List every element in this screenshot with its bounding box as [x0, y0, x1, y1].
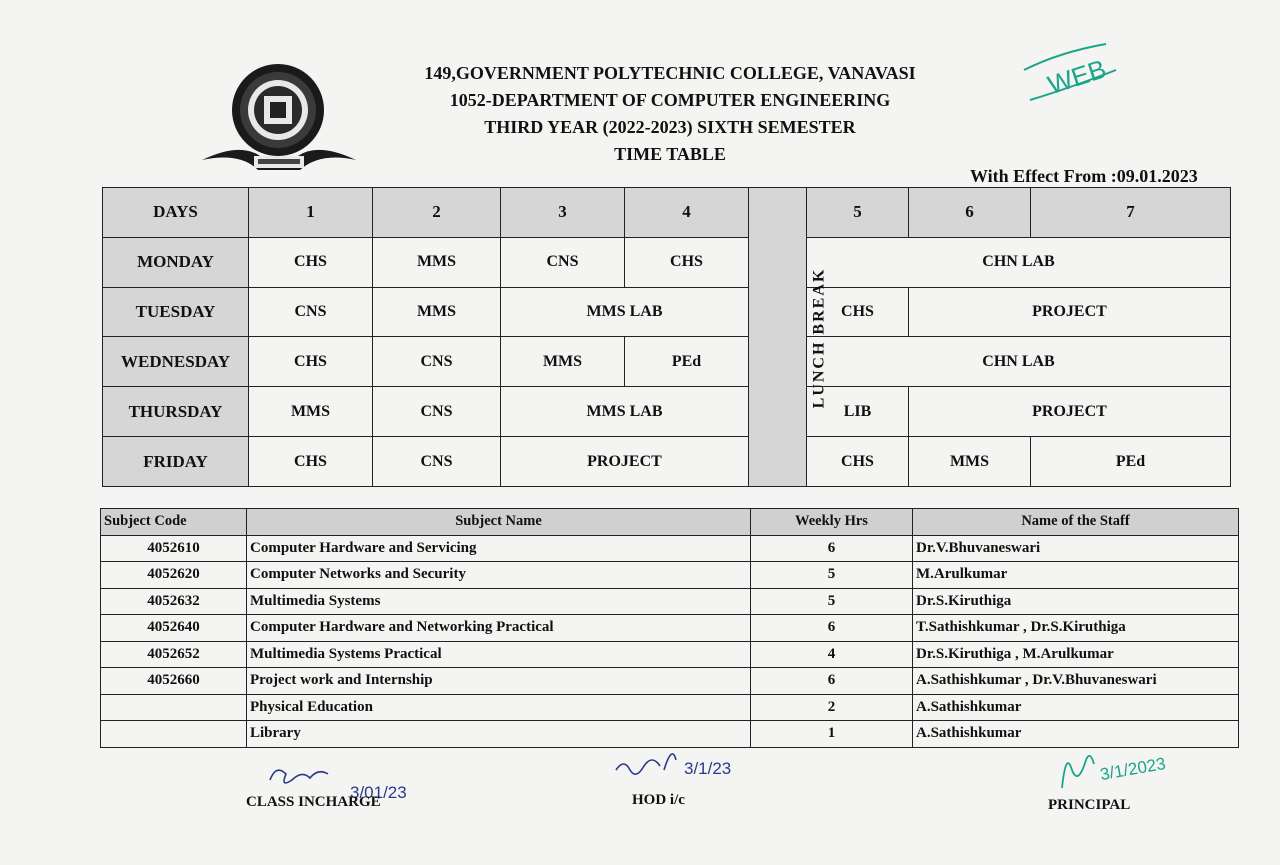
period-2-header: 2 — [373, 188, 501, 238]
subject-name: Computer Hardware and Servicing — [247, 535, 751, 562]
cell-period-4: CHS — [625, 237, 749, 287]
class-incharge-date: 3/01/23 — [350, 783, 407, 802]
cell-period-2: CNS — [373, 437, 501, 487]
cell-period-1: CHS — [249, 337, 373, 387]
period-6-header: 6 — [909, 188, 1031, 238]
lunch-break-label: LUNCH BREAK — [810, 267, 828, 409]
subject-name: Multimedia Systems — [247, 588, 751, 615]
cell-period-7: PEd — [1031, 437, 1231, 487]
lunch-break-column — [749, 188, 828, 487]
timetable-grid — [102, 187, 1231, 487]
subject-code: 4052632 — [101, 588, 247, 615]
timetable-row-tuesday — [103, 287, 1231, 337]
principal-date: 3/1/2023 — [1098, 753, 1168, 785]
day-label: FRIDAY — [103, 437, 249, 487]
cell-period-5: CHS — [807, 437, 909, 487]
period-1-header: 1 — [249, 188, 373, 238]
table-row — [101, 641, 1239, 668]
day-label: WEDNESDAY — [103, 337, 249, 387]
web-handwritten-mark — [1020, 40, 1120, 110]
document-header — [330, 60, 1010, 168]
subject-name-header: Subject Name — [247, 509, 751, 536]
subject-table — [100, 508, 1239, 748]
weekly-hrs: 2 — [751, 694, 913, 721]
cell-period-2: MMS — [373, 287, 501, 337]
weekly-hrs: 5 — [751, 588, 913, 615]
cell-period-1: CHS — [249, 237, 373, 287]
cell-periods-3-4: MMS LAB — [501, 387, 749, 437]
staff-name: A.Sathishkumar , Dr.V.Bhuvaneswari — [913, 668, 1239, 695]
cell-period-2: CNS — [373, 337, 501, 387]
table-row — [101, 535, 1239, 562]
hod-label: HOD i/c — [632, 792, 685, 808]
cell-period-5: LIB — [807, 387, 909, 437]
subject-name: Multimedia Systems Practical — [247, 641, 751, 668]
cell-period-2: MMS — [373, 237, 501, 287]
subject-code-header: Subject Code — [101, 509, 247, 536]
web-stamp-text: WEB — [1044, 53, 1110, 101]
hod-date: 3/1/23 — [684, 759, 732, 778]
year-semester: THIRD YEAR (2022-2023) SIXTH SEMESTER — [484, 117, 856, 137]
subject-name: Project work and Internship — [247, 668, 751, 695]
class-incharge-label: CLASS INCHARGE — [246, 794, 381, 810]
cell-period-1: CHS — [249, 437, 373, 487]
table-row — [101, 588, 1239, 615]
cell-period-3: CNS — [501, 237, 625, 287]
department-name: 1052-DEPARTMENT OF COMPUTER ENGINEERING — [449, 90, 891, 110]
weekly-hrs: 6 — [751, 615, 913, 642]
college-name: 149,GOVERNMENT POLYTECHNIC COLLEGE, VANAVASI — [424, 63, 916, 83]
table-row — [101, 562, 1239, 589]
weekly-hrs: 6 — [751, 668, 913, 695]
weekly-hrs-header: Weekly Hrs — [751, 509, 913, 536]
days-header: DAYS — [103, 188, 249, 238]
subject-code: 4052660 — [101, 668, 247, 695]
cell-period-3: MMS — [501, 337, 625, 387]
staff-name: A.Sathishkumar — [913, 694, 1239, 721]
cell-period-6: MMS — [909, 437, 1031, 487]
timetable-row-thursday — [103, 387, 1231, 437]
cell-periods-5-7: CHN LAB — [807, 337, 1231, 387]
table-row — [101, 615, 1239, 642]
subject-name: Computer Hardware and Networking Practical — [247, 615, 751, 642]
timetable-row-friday — [103, 437, 1231, 487]
cell-periods-5-7: CHN LAB — [807, 237, 1231, 287]
staff-name: A.Sathishkumar — [913, 721, 1239, 748]
period-5-header: 5 — [807, 188, 909, 238]
period-7-header: 7 — [1031, 188, 1231, 238]
weekly-hrs: 1 — [751, 721, 913, 748]
staff-name: T.Sathishkumar , Dr.S.Kiruthiga — [913, 615, 1239, 642]
subject-name: Library — [247, 721, 751, 748]
weekly-hrs: 4 — [751, 641, 913, 668]
table-row — [101, 668, 1239, 695]
period-4-header: 4 — [625, 188, 749, 238]
cell-periods-6-7: PROJECT — [909, 287, 1231, 337]
day-label: TUESDAY — [103, 287, 249, 337]
day-label: MONDAY — [103, 237, 249, 287]
subject-code — [101, 721, 247, 748]
subject-name: Computer Networks and Security — [247, 562, 751, 589]
cell-period-2: CNS — [373, 387, 501, 437]
subject-name: Physical Education — [247, 694, 751, 721]
cell-period-1: MMS — [249, 387, 373, 437]
staff-name: Dr.S.Kiruthiga , M.Arulkumar — [913, 641, 1239, 668]
cell-periods-6-7: PROJECT — [909, 387, 1231, 437]
weekly-hrs: 6 — [751, 535, 913, 562]
timetable-header-row — [103, 188, 1231, 238]
subject-table-header — [101, 509, 1239, 536]
cell-period-5: CHS — [807, 287, 909, 337]
staff-name: M.Arulkumar — [913, 562, 1239, 589]
weekly-hrs: 5 — [751, 562, 913, 589]
staff-name-header: Name of the Staff — [913, 509, 1239, 536]
subject-code: 4052652 — [101, 641, 247, 668]
cell-period-4: PEd — [625, 337, 749, 387]
subject-code: 4052640 — [101, 615, 247, 642]
period-3-header: 3 — [501, 188, 625, 238]
timetable-row-monday — [103, 237, 1231, 287]
subject-code — [101, 694, 247, 721]
cell-periods-3-4: MMS LAB — [501, 287, 749, 337]
document-title: TIME TABLE — [614, 144, 726, 164]
subject-code: 4052620 — [101, 562, 247, 589]
staff-name: Dr.S.Kiruthiga — [913, 588, 1239, 615]
subject-code: 4052610 — [101, 535, 247, 562]
staff-name: Dr.V.Bhuvaneswari — [913, 535, 1239, 562]
day-label: THURSDAY — [103, 387, 249, 437]
principal-label: PRINCIPAL — [1048, 797, 1131, 813]
table-row — [101, 694, 1239, 721]
timetable-row-wednesday — [103, 337, 1231, 387]
cell-periods-3-4: PROJECT — [501, 437, 749, 487]
cell-period-1: CNS — [249, 287, 373, 337]
hod-signature — [612, 740, 762, 790]
effective-date: With Effect From :09.01.2023 — [970, 166, 1198, 186]
principal-signature — [1056, 740, 1206, 796]
